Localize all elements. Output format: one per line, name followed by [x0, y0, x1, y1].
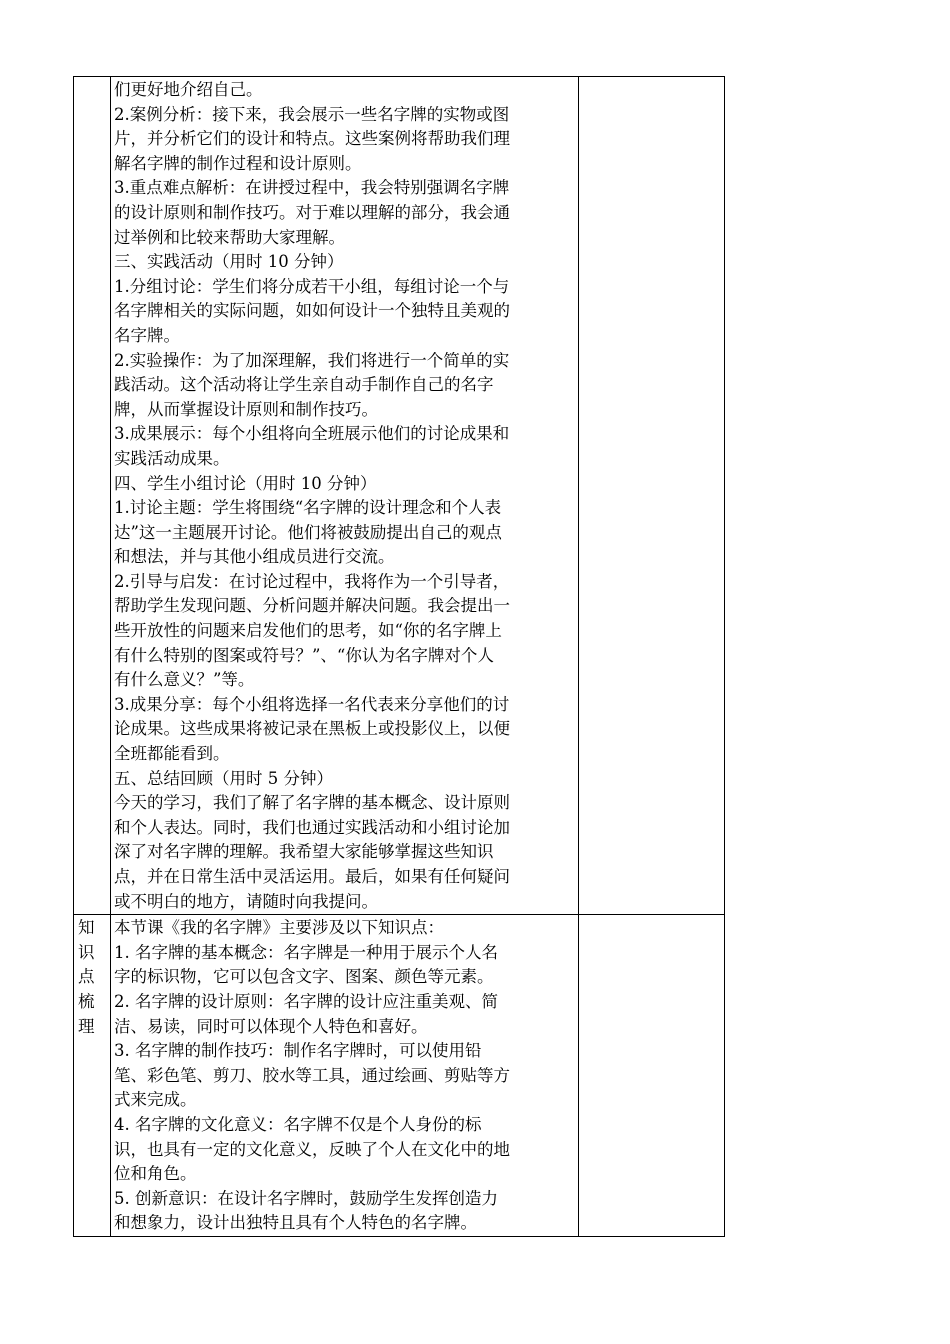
text-line: 名字牌。 [114, 325, 180, 345]
text-line: 四、学生小组讨论（用时 10 分钟） [114, 473, 377, 493]
label-char: 点 [78, 967, 95, 987]
knowledge-summary-label [74, 915, 110, 1039]
table-row-teaching-process [74, 77, 725, 915]
text-line: 解名字牌的制作过程和设计原则。 [114, 153, 362, 173]
notes-cell-empty [579, 915, 725, 1237]
text-line: 牌，从而掌握设计原则和制作技巧。 [114, 399, 378, 419]
text-line: 字的标识物，它可以包含文字、图案、颜色等元素。 [114, 967, 494, 987]
text-line: 和想象力，设计出独特且具有个人特色的名字牌。 [114, 1213, 477, 1233]
row-label-cell [74, 915, 111, 1237]
label-char: 理 [78, 1016, 95, 1036]
text-line: 位和角色。 [114, 1164, 197, 1184]
teaching-process-text [111, 77, 578, 914]
text-line: 5. 创新意识：在设计名字牌时，鼓励学生发挥创造力 [114, 1188, 498, 1208]
lesson-plan-table [73, 76, 725, 1237]
text-line: 1. 名字牌的基本概念：名字牌是一种用于展示个人名 [114, 942, 498, 962]
text-line: 论成果。这些成果将被记录在黑板上或投影仪上，以便 [114, 719, 510, 739]
content-cell-teaching-process [111, 77, 579, 915]
text-line: 2.实验操作：为了加深理解，我们将进行一个简单的实 [114, 350, 510, 370]
label-char: 梳 [78, 991, 95, 1011]
label-char: 知 [78, 918, 95, 938]
text-line: 式来完成。 [114, 1090, 197, 1110]
text-line: 过举例和比较来帮助大家理解。 [114, 227, 345, 247]
text-line: 和想法，并与其他小组成员进行交流。 [114, 547, 395, 567]
text-line: 识，也具有一定的文化意义，反映了个人在文化中的地 [114, 1139, 510, 1159]
knowledge-summary-text [111, 915, 578, 1236]
text-line: 3. 名字牌的制作技巧：制作名字牌时，可以使用铅 [114, 1041, 482, 1061]
text-line: 的设计原则和制作技巧。对于难以理解的部分，我会通 [114, 202, 510, 222]
text-line: 3.成果分享：每个小组将选择一名代表来分享他们的讨 [114, 694, 510, 714]
text-line: 1.讨论主题：学生将围绕“名字牌的设计理念和个人表 [114, 498, 502, 518]
text-line: 们更好地介绍自己。 [114, 80, 263, 99]
text-line: 些开放性的问题来启发他们的思考，如“你的名字牌上 [114, 621, 502, 641]
text-line: 本节课《我的名字牌》主要涉及以下知识点： [114, 918, 444, 938]
text-line: 或不明白的地方，请随时向我提问。 [114, 891, 378, 911]
content-cell-knowledge-summary [111, 915, 579, 1237]
label-char: 识 [78, 942, 95, 962]
text-line: 片，并分析它们的设计和特点。这些案例将帮助我们理 [114, 129, 510, 149]
text-line: 4. 名字牌的文化意义：名字牌不仅是个人身份的标 [114, 1114, 482, 1134]
row-label-cell-empty [74, 77, 111, 915]
text-line: 五、总结回顾（用时 5 分钟） [114, 768, 333, 788]
table-row-knowledge-summary [74, 915, 725, 1237]
text-line: 1.分组讨论：学生们将分成若干小组，每组讨论一个与 [114, 276, 510, 296]
text-line: 3.成果展示：每个小组将向全班展示他们的讨论成果和 [114, 424, 510, 444]
text-line: 2.案例分析：接下来，我会展示一些名字牌的实物或图 [114, 104, 510, 124]
text-line: 深了对名字牌的理解。我希望大家能够掌握这些知识 [114, 842, 494, 862]
text-line: 全班都能看到。 [114, 744, 230, 764]
text-line: 3.重点难点解析：在讲授过程中，我会特别强调名字牌 [114, 178, 510, 198]
text-line: 2.引导与启发：在讨论过程中，我将作为一个引导者， [114, 571, 510, 591]
text-line: 洁、易读，同时可以体现个人特色和喜好。 [114, 1016, 428, 1036]
text-line: 今天的学习，我们了解了名字牌的基本概念、设计原则 [114, 793, 510, 813]
text-line: 笔、彩色笔、剪刀、胶水等工具，通过绘画、剪贴等方 [114, 1065, 510, 1085]
text-line: 2. 名字牌的设计原则：名字牌的设计应注重美观、简 [114, 991, 498, 1011]
text-line: 和个人表达。同时，我们也通过实践活动和小组讨论加 [114, 817, 510, 837]
text-line: 帮助学生发现问题、分析问题并解决问题。我会提出一 [114, 596, 510, 616]
text-line: 实践活动成果。 [114, 448, 230, 468]
notes-cell-empty [579, 77, 725, 915]
text-line: 有什么特别的图案或符号？”、“你认为名字牌对个人 [114, 645, 494, 665]
text-line: 名字牌相关的实际问题，如如何设计一个独特且美观的 [114, 301, 510, 321]
text-line: 践活动。这个活动将让学生亲自动手制作自己的名字 [114, 375, 494, 395]
text-line: 三、实践活动（用时 10 分钟） [114, 252, 344, 272]
text-line: 达”这一主题展开讨论。他们将被鼓励提出自己的观点 [114, 522, 502, 542]
text-line: 有什么意义？”等。 [114, 670, 255, 690]
text-line: 点，并在日常生活中灵活运用。最后，如果有任何疑问 [114, 867, 510, 886]
